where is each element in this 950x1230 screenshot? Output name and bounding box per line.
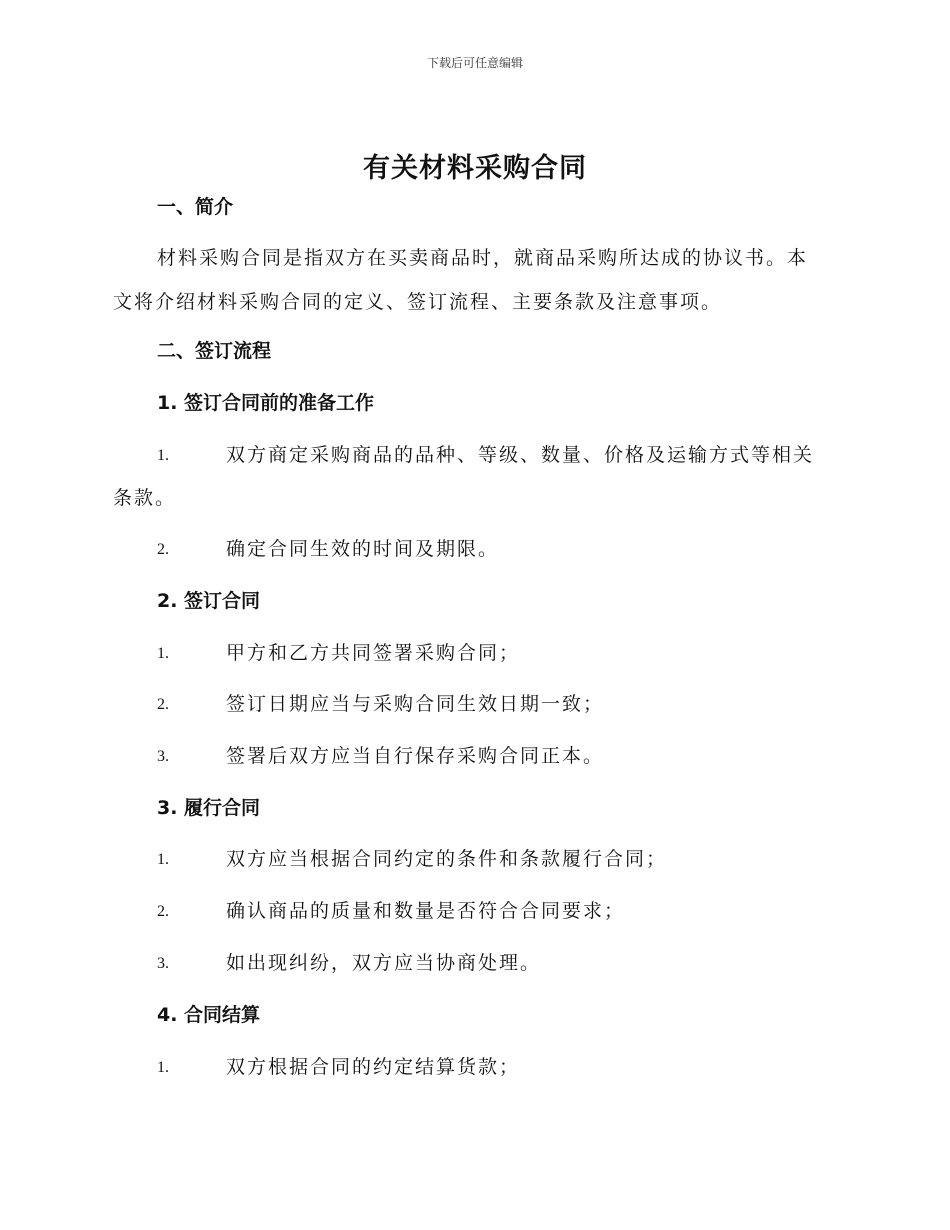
list-item-number: 2. — [157, 903, 169, 920]
subsection-heading-settlement: 4. 合同结算 — [157, 1004, 261, 1026]
list-item-number: 1. — [157, 1059, 169, 1076]
list-item-text: 双方根据合同的约定结算货款； — [226, 1056, 521, 1078]
list-item-number: 3. — [157, 955, 169, 972]
list-item-text: 如出现纠纷，双方应当协商处理。 — [226, 952, 542, 974]
intro-paragraph-line-2: 文将介绍材料采购合同的定义、签订流程、主要条款及注意事项。 — [113, 291, 723, 313]
list-item-text: 甲方和乙方共同签署采购合同； — [226, 642, 521, 664]
subsection-heading-signing: 2. 签订合同 — [157, 590, 261, 612]
page-header: 下载后可任意编辑 — [426, 56, 523, 70]
document-title: 有关材料采购合同 — [363, 153, 587, 184]
list-item-number: 3. — [157, 748, 169, 765]
list-item-text: 确定合同生效的时间及期限。 — [226, 538, 500, 560]
list-item-number: 2. — [157, 541, 169, 558]
list-item-text-continuation: 条款。 — [113, 487, 177, 509]
section-heading-process: 二、签订流程 — [157, 340, 272, 362]
subsection-heading-preparation: 1. 签订合同前的准备工作 — [157, 392, 375, 414]
list-item-number: 1. — [157, 851, 169, 868]
list-item-text: 签订日期应当与采购合同生效日期一致； — [226, 693, 605, 715]
intro-paragraph-line-1: 材料采购合同是指双方在买卖商品时，就商品采购所达成的协议书。本 — [157, 247, 809, 269]
list-item-text: 确认商品的质量和数量是否符合合同要求； — [226, 900, 626, 922]
list-item-text: 双方商定采购商品的品种、等级、数量、价格及运输方式等相关 — [226, 444, 815, 466]
list-item-number: 2. — [157, 696, 169, 713]
list-item-text: 双方应当根据合同约定的条件和条款履行合同； — [226, 848, 668, 870]
list-item-number: 1. — [157, 645, 169, 662]
subsection-heading-performance: 3. 履行合同 — [157, 797, 261, 819]
list-item-text: 签署后双方应当自行保存采购合同正本。 — [226, 745, 605, 767]
list-item-number: 1. — [157, 447, 169, 464]
section-heading-intro: 一、简介 — [157, 196, 234, 218]
